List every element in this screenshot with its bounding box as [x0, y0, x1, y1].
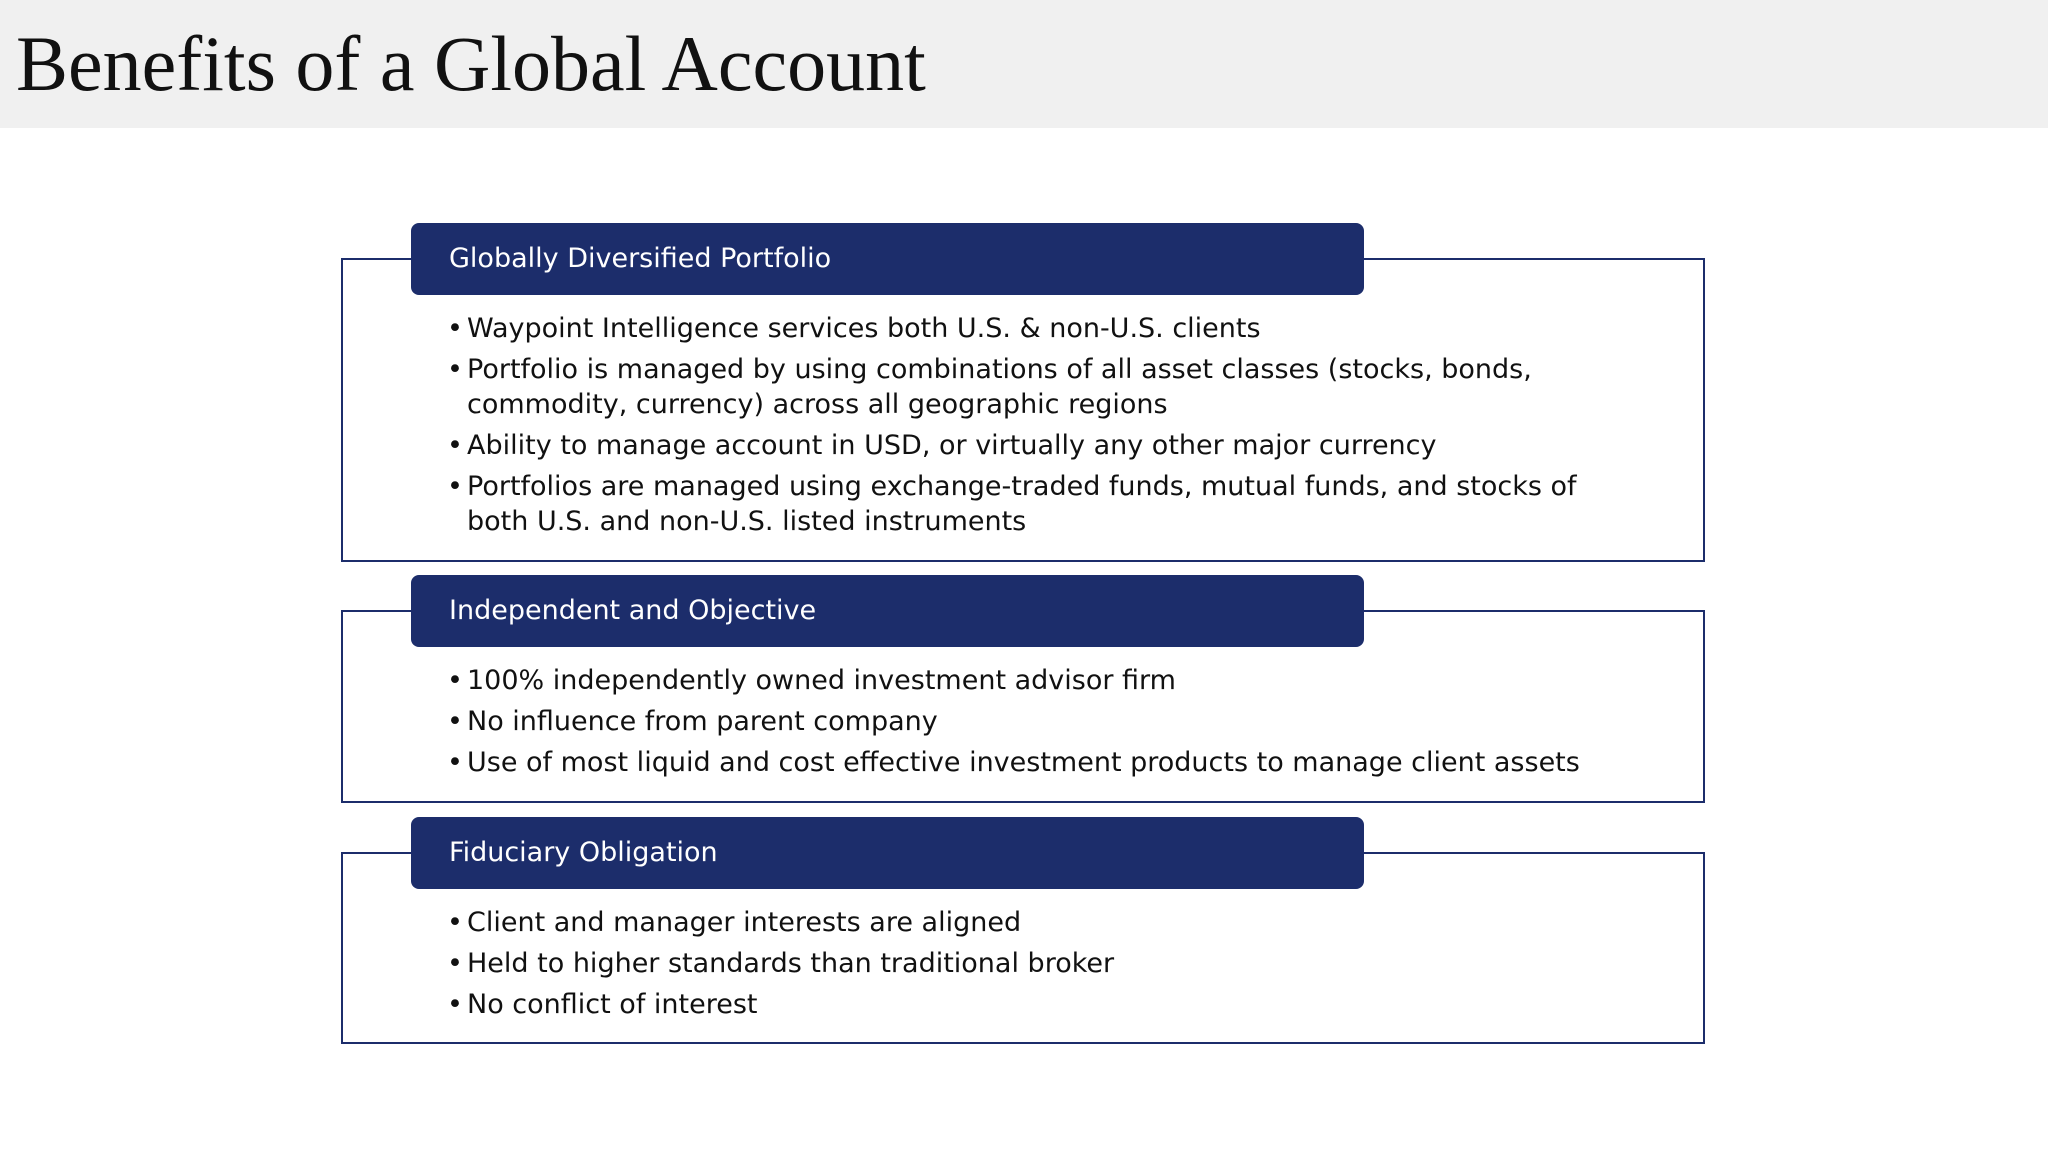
- bullet-item: • Ability to manage account in USD, or virtually any other major currency: [447, 428, 1607, 463]
- bullet-list-independent-objective: [447, 663, 1667, 786]
- section-heading-independent-objective: Independent and Objective: [411, 575, 1364, 647]
- bullet-item: • Held to higher standards than traditional broker: [447, 946, 1607, 981]
- bullet-item: • Portfolio is managed by using combinations of all asset classes (stocks, bonds, commodity, currency) across all geographic regions: [447, 352, 1607, 422]
- bullet-item: • No influence from parent company: [447, 704, 1667, 739]
- section-heading-fiduciary-obligation: Fiduciary Obligation: [411, 817, 1364, 889]
- bullet-list-fiduciary-obligation: [447, 905, 1607, 1028]
- section-heading-globally-diversified: Globally Diversified Portfolio: [411, 223, 1364, 295]
- bullet-item: • Use of most liquid and cost effective investment products to manage client assets: [447, 745, 1667, 780]
- bullet-item: • 100% independently owned investment advisor firm: [447, 663, 1667, 698]
- bullet-item: • Client and manager interests are aligned: [447, 905, 1607, 940]
- title-bar: [0, 0, 2048, 128]
- slide-title: Benefits of a Global Account: [16, 20, 926, 107]
- bullet-item: • Portfolios are managed using exchange-traded funds, mutual funds, and stocks of both U.S. and non-U.S. listed instruments: [447, 469, 1607, 539]
- bullet-item: • Waypoint Intelligence services both U.S. & non-U.S. clients: [447, 311, 1607, 346]
- bullet-list-globally-diversified: [447, 311, 1607, 545]
- bullet-item: • No conflict of interest: [447, 987, 1607, 1022]
